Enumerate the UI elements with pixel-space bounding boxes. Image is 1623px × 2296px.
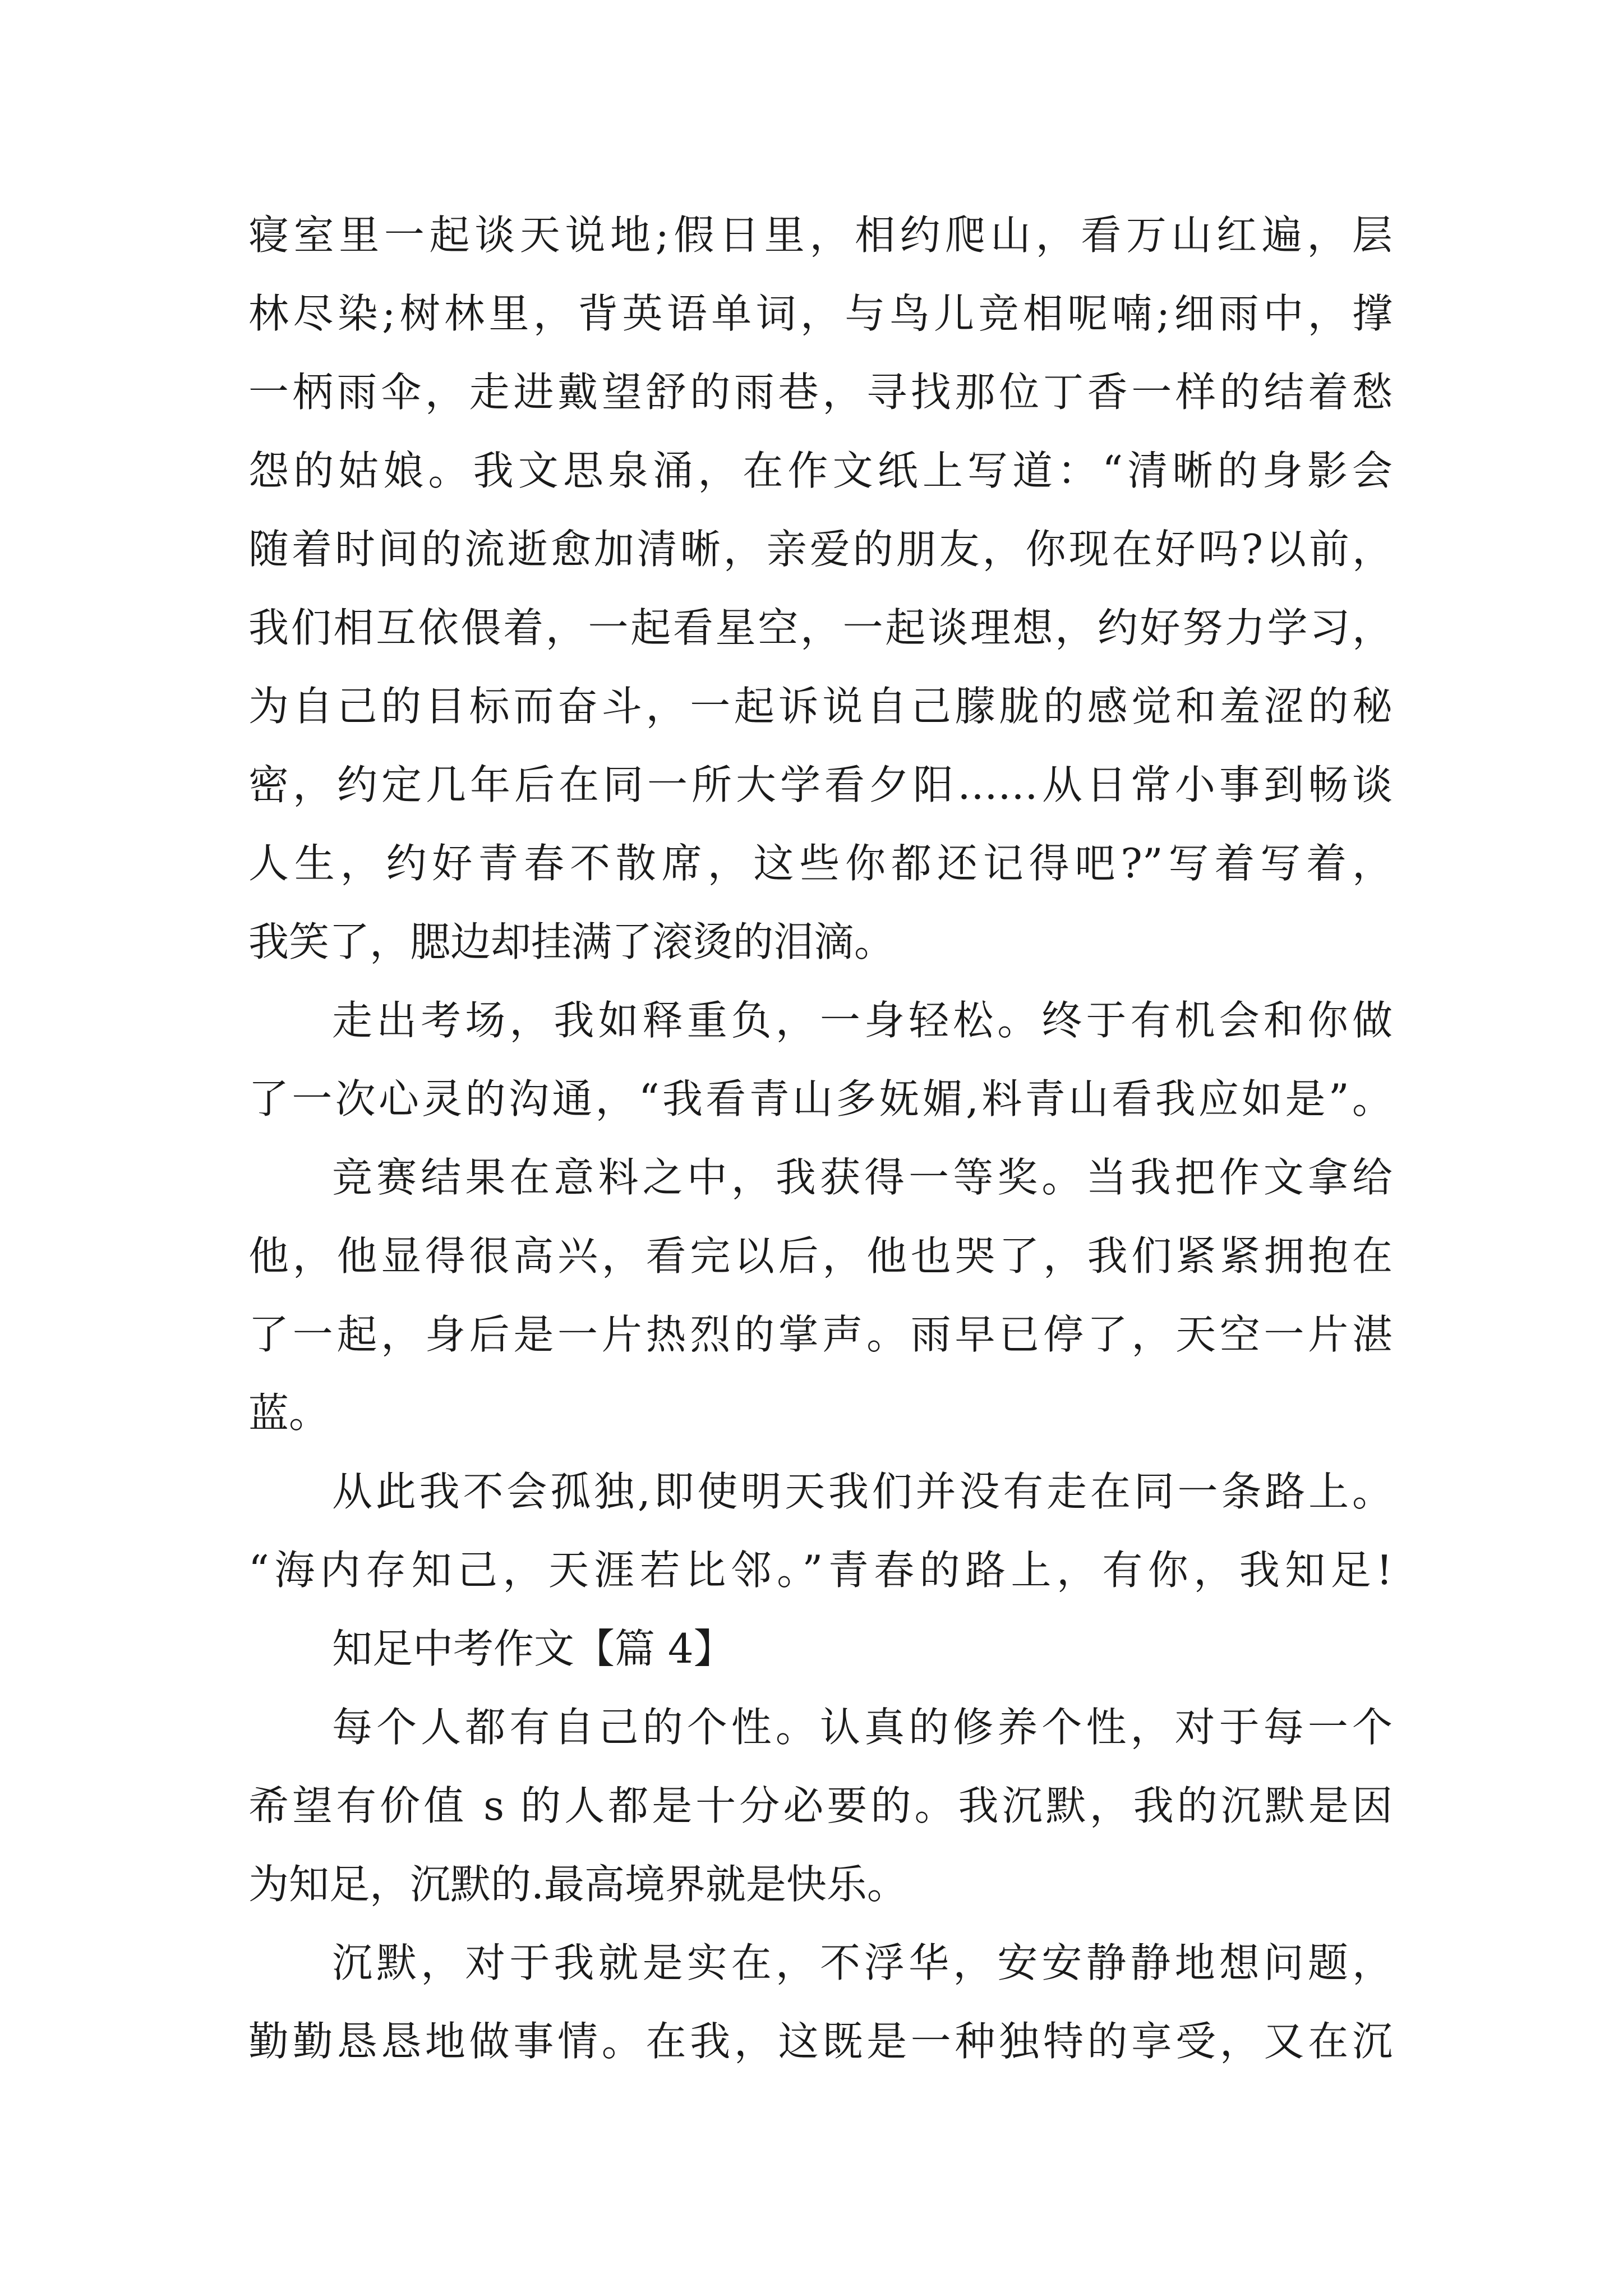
paragraph-first-line: 走出考场，我如释重负，一身轻松。终于有机会和你做	[332, 997, 1393, 1044]
text-line: 蓝。	[248, 1389, 330, 1437]
text-line: 林尽染;树林里，背英语单词，与鸟儿竞相呢喃;细雨中，撑	[248, 290, 1393, 337]
paragraph-first-line: 每个人都有自己的个性。认真的修养个性，对于每一个	[332, 1704, 1393, 1751]
text-line: 希望有价值 s 的人都是十分必要的。我沉默，我的沉默是因	[248, 1782, 1393, 1829]
text-line: 我笑了，腮边却挂满了滚烫的泪滴。	[248, 918, 895, 965]
paragraph-first-line: 竞赛结果在意料之中，我获得一等奖。当我把作文拿给	[332, 1154, 1393, 1201]
text-line: 一柄雨伞，走进戴望舒的雨巷，寻找那位丁香一样的结着愁	[248, 369, 1393, 416]
section-heading: 知足中考作文【篇 4】	[332, 1625, 734, 1672]
text-line: 了一次心灵的沟通，“我看青山多妩媚,料青山看我应如是”。	[248, 1075, 1393, 1122]
text-line: 为知足，沉默的.最高境界就是快乐。	[248, 1861, 907, 1908]
text-line: 密，约定几年后在同一所大学看夕阳……从日常小事到畅谈	[248, 761, 1393, 808]
text-line: 为自己的目标而奋斗，一起诉说自己朦胧的感觉和羞涩的秘	[248, 683, 1393, 730]
text-line: 随着时间的流逝愈加清晰，亲爱的朋友，你现在好吗?以前，	[248, 526, 1393, 573]
text-line: 怨的姑娘。我文思泉涌，在作文纸上写道：“清晰的身影会	[248, 447, 1393, 494]
paragraph-first-line: 沉默，对于我就是实在，不浮华，安安静静地想问题，	[332, 1939, 1393, 1986]
text-line: 寝室里一起谈天说地;假日里，相约爬山，看万山红遍，层	[248, 211, 1393, 259]
paragraph-first-line: 从此我不会孤独,即使明天我们并没有走在同一条路上。	[332, 1468, 1393, 1515]
text-line: 人生，约好青春不散席，这些你都还记得吧?”写着写着，	[248, 840, 1393, 887]
text-line: “海内存知己，天涯若比邻。”青春的路上，有你，我知足!	[248, 1547, 1393, 1594]
text-line: 勤勤恳恳地做事情。在我，这既是一种独特的享受，又在沉	[248, 2018, 1393, 2065]
text-line: 了一起，身后是一片热烈的掌声。雨早已停了，天空一片湛	[248, 1311, 1393, 1358]
text-line: 他，他显得很高兴，看完以后，他也哭了，我们紧紧拥抱在	[248, 1232, 1393, 1280]
text-line: 我们相互依偎着，一起看星空，一起谈理想，约好努力学习，	[248, 604, 1393, 651]
